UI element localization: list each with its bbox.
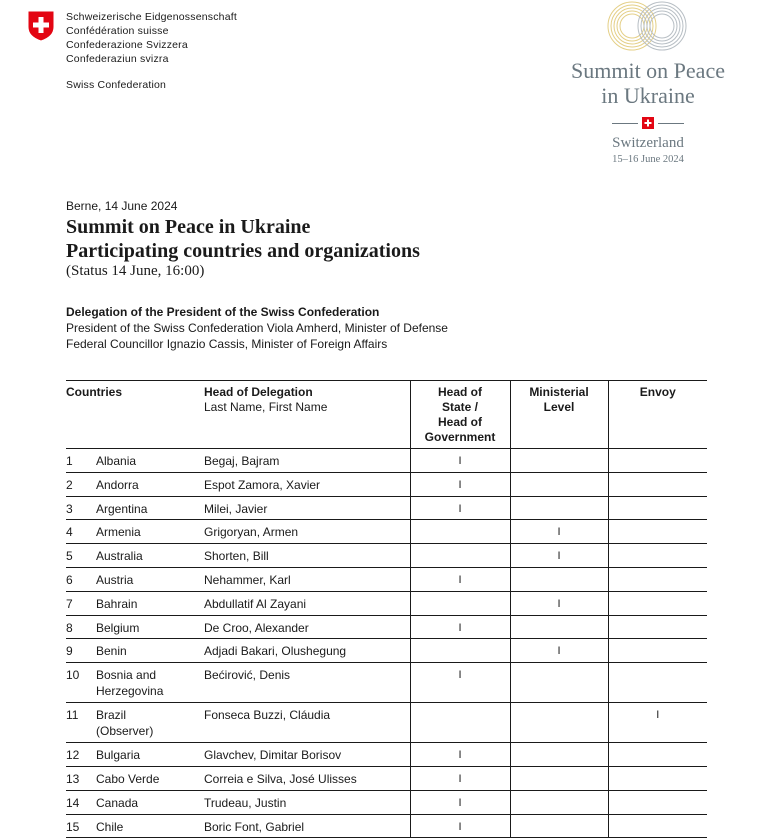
- country-name-continued: Herzegovina: [96, 684, 164, 699]
- dateline: Berne, 14 June 2024: [66, 199, 178, 213]
- row-number: 11: [66, 703, 96, 743]
- country-name: Cabo Verde: [96, 771, 160, 786]
- row-number: 2: [66, 472, 96, 496]
- row-head-of-state-mark: [410, 639, 510, 663]
- country-name: Australia: [96, 549, 143, 564]
- row-country: [96, 544, 204, 568]
- delegation-heading: Delegation of the President of the Swiss Confederation: [66, 305, 380, 319]
- row-country: [96, 790, 204, 814]
- row-number: 12: [66, 743, 96, 767]
- header-min-line: Ministerial: [529, 385, 589, 399]
- country-name: Austria: [96, 572, 134, 587]
- table-row: [66, 766, 707, 790]
- row-number: 13: [66, 766, 96, 790]
- row-ministerial-mark: [510, 766, 608, 790]
- row-number: 9: [66, 639, 96, 663]
- row-head-of-delegation: De Croo, Alexander: [204, 615, 410, 639]
- header-ministerial-level: [510, 381, 608, 449]
- confederation-names: [66, 10, 286, 66]
- row-country: [96, 496, 204, 520]
- row-head-of-state-mark: I: [410, 790, 510, 814]
- document-title-line2: Participating countries and organizations: [66, 240, 420, 262]
- row-ministerial-mark: I: [510, 591, 608, 615]
- row-envoy-mark: [608, 663, 707, 703]
- row-country: [96, 639, 204, 663]
- row-envoy-mark: [608, 449, 707, 473]
- row-head-of-delegation: Glavchev, Dimitar Borisov: [204, 743, 410, 767]
- row-number: 6: [66, 567, 96, 591]
- row-head-of-delegation: Correia e Silva, José Ulisses: [204, 766, 410, 790]
- document-title-line1: Summit on Peace in Ukraine: [66, 216, 311, 238]
- country-name-continued: (Observer): [96, 724, 154, 739]
- summit-logo-title: [548, 58, 748, 108]
- header-head-label: Head of Delegation: [204, 385, 313, 399]
- table-row: [66, 544, 707, 568]
- summit-logo-title-line1: Summit on Peace: [571, 58, 725, 83]
- row-envoy-mark: [608, 520, 707, 544]
- row-head-of-delegation: Trudeau, Justin: [204, 790, 410, 814]
- summit-logo: [548, 0, 748, 175]
- summit-logo-dates: 15–16 June 2024: [612, 154, 684, 165]
- header-hos-line: Government: [424, 430, 496, 444]
- table-row: [66, 790, 707, 814]
- table-row: [66, 663, 707, 703]
- row-ministerial-mark: [510, 496, 608, 520]
- summit-logo-country: Switzerland: [612, 135, 684, 151]
- row-number: 1: [66, 449, 96, 473]
- row-envoy-mark: [608, 615, 707, 639]
- country-name: Brazil: [96, 708, 127, 723]
- row-envoy-mark: [608, 766, 707, 790]
- table-row: [66, 449, 707, 473]
- country-name: Albania: [96, 454, 137, 468]
- row-ministerial-mark: [510, 615, 608, 639]
- header-min-line: Level: [543, 400, 575, 414]
- row-country: [96, 743, 204, 767]
- country-name: Benin: [96, 644, 127, 659]
- participants-table-body: [66, 449, 707, 838]
- table-row: [66, 520, 707, 544]
- confederation-name-rm: Confederaziun svizra: [66, 53, 169, 65]
- document-status: (Status 14 June, 16:00): [66, 263, 205, 279]
- table-row: [66, 703, 707, 743]
- row-country: [96, 567, 204, 591]
- row-head-of-delegation: Abdullatif Al Zayani: [204, 591, 410, 615]
- row-head-of-state-mark: I: [410, 449, 510, 473]
- logo-rule-left: [612, 123, 638, 124]
- table-row: [66, 591, 707, 615]
- row-head-of-state-mark: I: [410, 567, 510, 591]
- row-country: [96, 615, 204, 639]
- row-envoy-mark: [608, 639, 707, 663]
- row-head-of-delegation: Begaj, Bajram: [204, 449, 410, 473]
- row-ministerial-mark: I: [510, 520, 608, 544]
- header-hos-line: Head of: [437, 415, 482, 429]
- table-row: [66, 639, 707, 663]
- row-envoy-mark: [608, 567, 707, 591]
- row-envoy-mark: I: [608, 703, 707, 743]
- row-head-of-state-mark: [410, 591, 510, 615]
- row-country: [96, 766, 204, 790]
- row-envoy-mark: [608, 591, 707, 615]
- row-ministerial-mark: [510, 790, 608, 814]
- row-head-of-state-mark: I: [410, 814, 510, 838]
- row-ministerial-mark: [510, 472, 608, 496]
- row-head-of-state-mark: I: [410, 496, 510, 520]
- row-country: [96, 520, 204, 544]
- row-number: 5: [66, 544, 96, 568]
- row-head-of-delegation: Boric Font, Gabriel: [204, 814, 410, 838]
- row-country: [96, 814, 204, 838]
- confederation-name-it: Confederazione Svizzera: [66, 39, 188, 51]
- header-head-of-delegation: [204, 381, 410, 449]
- header-head-of-state: [410, 381, 510, 449]
- row-ministerial-mark: [510, 663, 608, 703]
- row-head-of-delegation: Adjadi Bakari, Olushegung: [204, 639, 410, 663]
- row-head-of-state-mark: [410, 544, 510, 568]
- country-name: Belgium: [96, 620, 140, 635]
- country-name: Bosnia and: [96, 668, 157, 683]
- participants-table: [66, 380, 707, 838]
- country-name: Chile: [96, 819, 124, 834]
- delegation-member: Federal Councillor Ignazio Cassis, Minister of Foreign Affairs: [66, 337, 388, 351]
- row-envoy-mark: [608, 472, 707, 496]
- row-head-of-delegation: Fonseca Buzzi, Cláudia: [204, 703, 410, 743]
- row-number: 4: [66, 520, 96, 544]
- swiss-delegation: [66, 304, 448, 352]
- header-head-sublabel: Last Name, First Name: [204, 400, 328, 414]
- table-row: [66, 743, 707, 767]
- row-ministerial-mark: [510, 743, 608, 767]
- row-country: [96, 472, 204, 496]
- row-ministerial-mark: [510, 449, 608, 473]
- row-head-of-delegation: Grigoryan, Armen: [204, 520, 410, 544]
- swiss-coat-of-arms-icon: [27, 10, 55, 42]
- row-number: 10: [66, 663, 96, 703]
- row-envoy-mark: [608, 496, 707, 520]
- header-hos-line: State /: [441, 400, 478, 414]
- row-head-of-delegation: Shorten, Bill: [204, 544, 410, 568]
- row-country: [96, 703, 204, 743]
- header-envoy: Envoy: [608, 381, 707, 449]
- logo-rule-right: [658, 123, 684, 124]
- row-envoy-mark: [608, 814, 707, 838]
- country-name: Bulgaria: [96, 748, 141, 763]
- row-number: 15: [66, 814, 96, 838]
- document-title: [66, 215, 420, 263]
- row-number: 7: [66, 591, 96, 615]
- country-name: Armenia: [96, 525, 141, 540]
- country-name: Andorra: [96, 477, 139, 492]
- summit-rings-icon: [606, 0, 688, 52]
- row-ministerial-mark: [510, 814, 608, 838]
- row-head-of-delegation: Espot Zamora, Xavier: [204, 472, 410, 496]
- row-head-of-state-mark: I: [410, 615, 510, 639]
- table-row: [66, 615, 707, 639]
- row-head-of-state-mark: I: [410, 743, 510, 767]
- row-head-of-state-mark: I: [410, 472, 510, 496]
- table-row: [66, 472, 707, 496]
- table-header-row: [66, 381, 707, 449]
- row-head-of-delegation: Nehammer, Karl: [204, 567, 410, 591]
- row-head-of-delegation: Bećirović, Denis: [204, 663, 410, 703]
- row-ministerial-mark: [510, 567, 608, 591]
- row-ministerial-mark: [510, 703, 608, 743]
- country-name: Argentina: [96, 501, 148, 516]
- confederation-name-en: Swiss Confederation: [66, 79, 167, 91]
- country-name: Canada: [96, 795, 139, 810]
- summit-logo-flag-row: [548, 116, 748, 130]
- row-number: 14: [66, 790, 96, 814]
- row-ministerial-mark: I: [510, 544, 608, 568]
- row-envoy-mark: [608, 790, 707, 814]
- swiss-flag-icon: [642, 117, 654, 129]
- row-country: [96, 663, 204, 703]
- delegation-member: President of the Swiss Confederation Viola Amherd, Minister of Defense: [66, 321, 448, 335]
- row-head-of-state-mark: I: [410, 766, 510, 790]
- row-head-of-state-mark: [410, 520, 510, 544]
- row-country: [96, 591, 204, 615]
- confederation-name-de: Schweizerische Eidgenossenschaft: [66, 11, 237, 23]
- confederation-name-fr: Confédération suisse: [66, 25, 169, 37]
- row-envoy-mark: [608, 743, 707, 767]
- row-head-of-delegation: Milei, Javier: [204, 496, 410, 520]
- header-countries: Countries: [66, 381, 204, 449]
- table-row: [66, 567, 707, 591]
- row-ministerial-mark: I: [510, 639, 608, 663]
- table-row: [66, 496, 707, 520]
- row-number: 8: [66, 615, 96, 639]
- row-number: 3: [66, 496, 96, 520]
- summit-logo-title-line2: in Ukraine: [601, 83, 695, 108]
- table-row: [66, 814, 707, 838]
- row-head-of-state-mark: [410, 703, 510, 743]
- row-country: [96, 449, 204, 473]
- row-head-of-state-mark: I: [410, 663, 510, 703]
- row-envoy-mark: [608, 544, 707, 568]
- header-hos-line: Head of: [437, 385, 482, 399]
- country-name: Bahrain: [96, 596, 138, 611]
